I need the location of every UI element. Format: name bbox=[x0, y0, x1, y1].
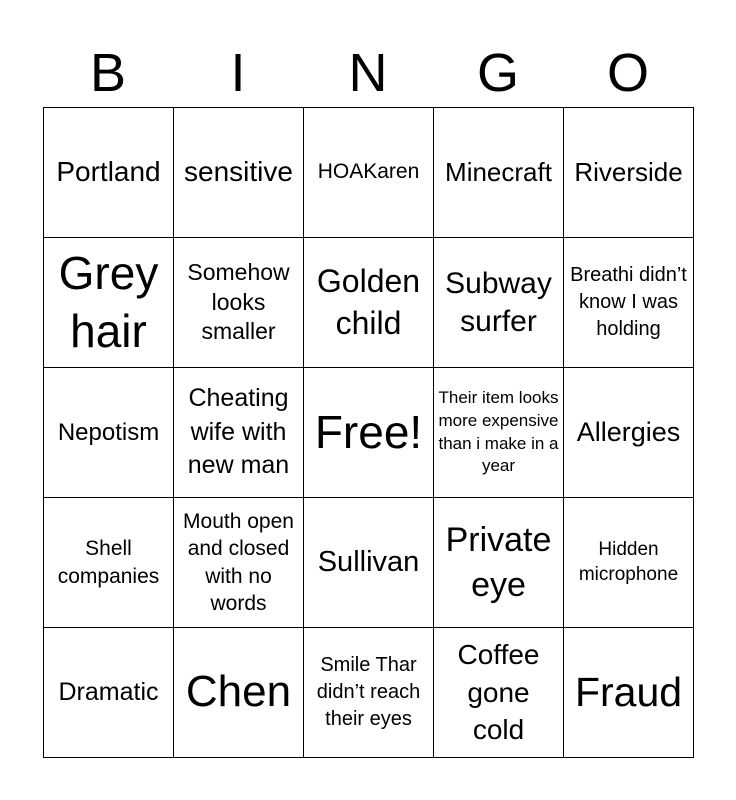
cell-text: Dramatic bbox=[58, 678, 159, 707]
cell-text: HOAKaren bbox=[317, 160, 420, 184]
cell-text: Subway surfer bbox=[445, 267, 552, 338]
cell-text: Grey hair bbox=[58, 247, 159, 357]
cell-text: Fraud bbox=[574, 668, 683, 715]
bingo-cell[interactable] bbox=[434, 498, 564, 628]
bingo-cell[interactable] bbox=[564, 238, 694, 368]
cell-text: Golden child bbox=[316, 262, 421, 341]
header-letter-i: I bbox=[230, 43, 246, 103]
cell-text: Portland bbox=[56, 156, 161, 188]
cell-text: Minecraft bbox=[445, 156, 552, 187]
bingo-cell[interactable] bbox=[174, 368, 304, 498]
bingo-cell[interactable] bbox=[304, 108, 434, 238]
cell-text: Mouth open and closed with no words bbox=[183, 509, 294, 615]
bingo-cell[interactable] bbox=[304, 498, 434, 628]
bingo-cell[interactable] bbox=[44, 498, 174, 628]
bingo-cell[interactable] bbox=[304, 368, 434, 498]
cell-text: Sullivan bbox=[317, 545, 420, 578]
cell-text: Shell companies bbox=[57, 537, 160, 588]
cell-text: Allergies bbox=[576, 416, 681, 447]
bingo-cell[interactable] bbox=[44, 368, 174, 498]
cell-text: Coffee gone cold bbox=[457, 638, 540, 746]
bingo-cell[interactable] bbox=[434, 238, 564, 368]
cell-text: Private eye bbox=[445, 521, 552, 604]
bingo-cell[interactable] bbox=[564, 368, 694, 498]
bingo-cell[interactable] bbox=[304, 628, 434, 758]
header-letter-g: G bbox=[476, 43, 519, 103]
bingo-cell[interactable] bbox=[434, 368, 564, 498]
bingo-cell[interactable] bbox=[304, 238, 434, 368]
cell-text: Hidden microphone bbox=[578, 538, 679, 585]
bingo-cell[interactable] bbox=[564, 628, 694, 758]
bingo-cell[interactable] bbox=[564, 498, 694, 628]
bingo-board bbox=[43, 107, 694, 758]
cell-text: Cheating wife with new man bbox=[187, 383, 290, 480]
cell-text: Free! bbox=[314, 406, 423, 459]
bingo-header bbox=[43, 40, 693, 106]
bingo-cell[interactable] bbox=[44, 628, 174, 758]
bingo-cell[interactable] bbox=[564, 108, 694, 238]
header-letter-b: B bbox=[89, 43, 127, 103]
cell-text: Somehow looks smaller bbox=[187, 258, 290, 345]
header-letter-n: N bbox=[348, 43, 388, 103]
cell-text: Chen bbox=[185, 667, 292, 717]
cell-text: Breathi didn’t know I was holding bbox=[570, 264, 687, 340]
cell-text: Their item looks more expensive than i make in a year bbox=[438, 387, 559, 476]
cell-text: Nepotism bbox=[57, 418, 160, 446]
bingo-cell[interactable] bbox=[434, 108, 564, 238]
header-letter-o: O bbox=[606, 43, 649, 103]
bingo-cell[interactable] bbox=[174, 238, 304, 368]
cell-text: Smile Thar didn’t reach their eyes bbox=[316, 654, 421, 730]
bingo-cell[interactable] bbox=[174, 108, 304, 238]
cell-text: sensitive bbox=[184, 156, 293, 188]
bingo-cell[interactable] bbox=[44, 238, 174, 368]
bingo-cell[interactable] bbox=[44, 108, 174, 238]
bingo-cell[interactable] bbox=[434, 628, 564, 758]
bingo-cell[interactable] bbox=[174, 628, 304, 758]
cell-text: Riverside bbox=[574, 156, 683, 187]
bingo-cell[interactable] bbox=[174, 498, 304, 628]
